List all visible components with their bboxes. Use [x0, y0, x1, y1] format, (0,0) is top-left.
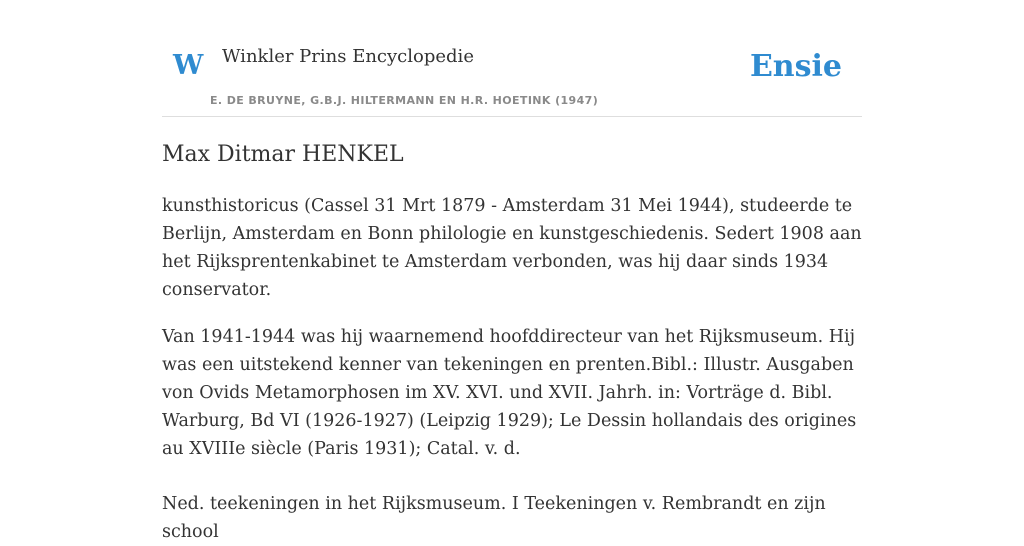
- article-paragraph: kunsthistoricus (Cassel 31 Mrt 1879 - Amsterdam 31 Mei 1944), studeerde te Berlijn, Amsterdam en Bonn philologie en kunstgeschiedenis. Sedert 1908 aan het Rijksprentenkabinet te Amsterdam verbonden, was hij daar sinds 1934 conservator.: [162, 196, 862, 300]
- site-title-link[interactable]: Winkler Prins Encyclopedie: [222, 46, 474, 67]
- brand-logo-link[interactable]: Ensie: [749, 49, 842, 84]
- page: [162, 0, 862, 542]
- site-header: [162, 0, 862, 117]
- article-title: Max Ditmar HENKEL: [162, 142, 404, 167]
- article-paragraph: Van 1941-1944 was hij waarnemend hoofddirecteur van het Rijksmuseum. Hij was een uitstekend kenner van tekeningen en prenten.Bibl.: Illustr. Ausgaben von Ovids Metamorphosen im XV. XVI. und XVII. Jahrh. in: Vorträge d. Bibl. Warburg, Bd VI (1926-1927) (Leipzig 1929); Le Dessin hollandais des origines au XVIIIe siècle (Paris 1931); Catal. v. d.: [162, 327, 857, 459]
- site-logo-icon[interactable]: W: [173, 50, 204, 81]
- article-paragraph: Ned. teekeningen in het Rijksmuseum. I Teekeningen v. Rembrandt en zijn school: [162, 494, 826, 542]
- site-subtitle: E. DE BRUYNE, G.B.J. HILTERMANN EN H.R. HOETINK (1947): [210, 94, 599, 107]
